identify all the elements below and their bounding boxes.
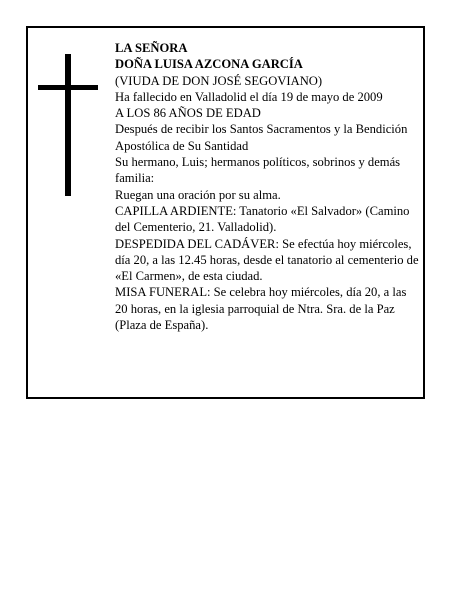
cross-icon	[38, 54, 98, 196]
age-statement: A LOS 86 AÑOS DE EDAD	[115, 106, 261, 121]
notice-title: LA SEÑORA	[115, 41, 188, 55]
chapel-paragraph: CAPILLA ARDIENTE: Tanatorio «El Salvador» (Camino del Cementerio, 21. Valladolid).	[115, 203, 410, 235]
widow-note: (VIUDA DE DON JOSÉ SEGOVIANO)	[115, 73, 323, 88]
prayer-paragraph: Ruegan una oración por su alma.	[115, 187, 281, 202]
death-statement: Ha fallecido en Valladolid el día 19 de mayo de 2009	[115, 89, 383, 104]
farewell-paragraph: DESPEDIDA DEL CADÁVER: Se efectúa hoy miércoles, día 20, a las 12.45 horas, desde el tanatorio al cementerio de «El Carmen», de esta ciudad.	[115, 236, 419, 284]
obituary-text	[115, 40, 420, 333]
cross-horizontal-bar	[38, 85, 98, 90]
cross-vertical-bar	[65, 54, 71, 196]
funeral-mass-paragraph: MISA FUNERAL: Se celebra hoy miércoles, día 20, a las 20 horas, en la iglesia parroquial de Ntra. Sra. de la Paz (Plaza de España).	[115, 285, 407, 333]
sacraments-paragraph: Después de recibir los Santos Sacramentos y la Bendición Apostólica de Su Santidad	[115, 122, 408, 153]
deceased-name: DOÑA LUISA AZCONA GARCÍA	[115, 57, 303, 72]
family-paragraph: Su hermano, Luis; hermanos políticos, sobrinos y demás familia:	[115, 155, 401, 186]
obituary-frame	[26, 26, 425, 399]
